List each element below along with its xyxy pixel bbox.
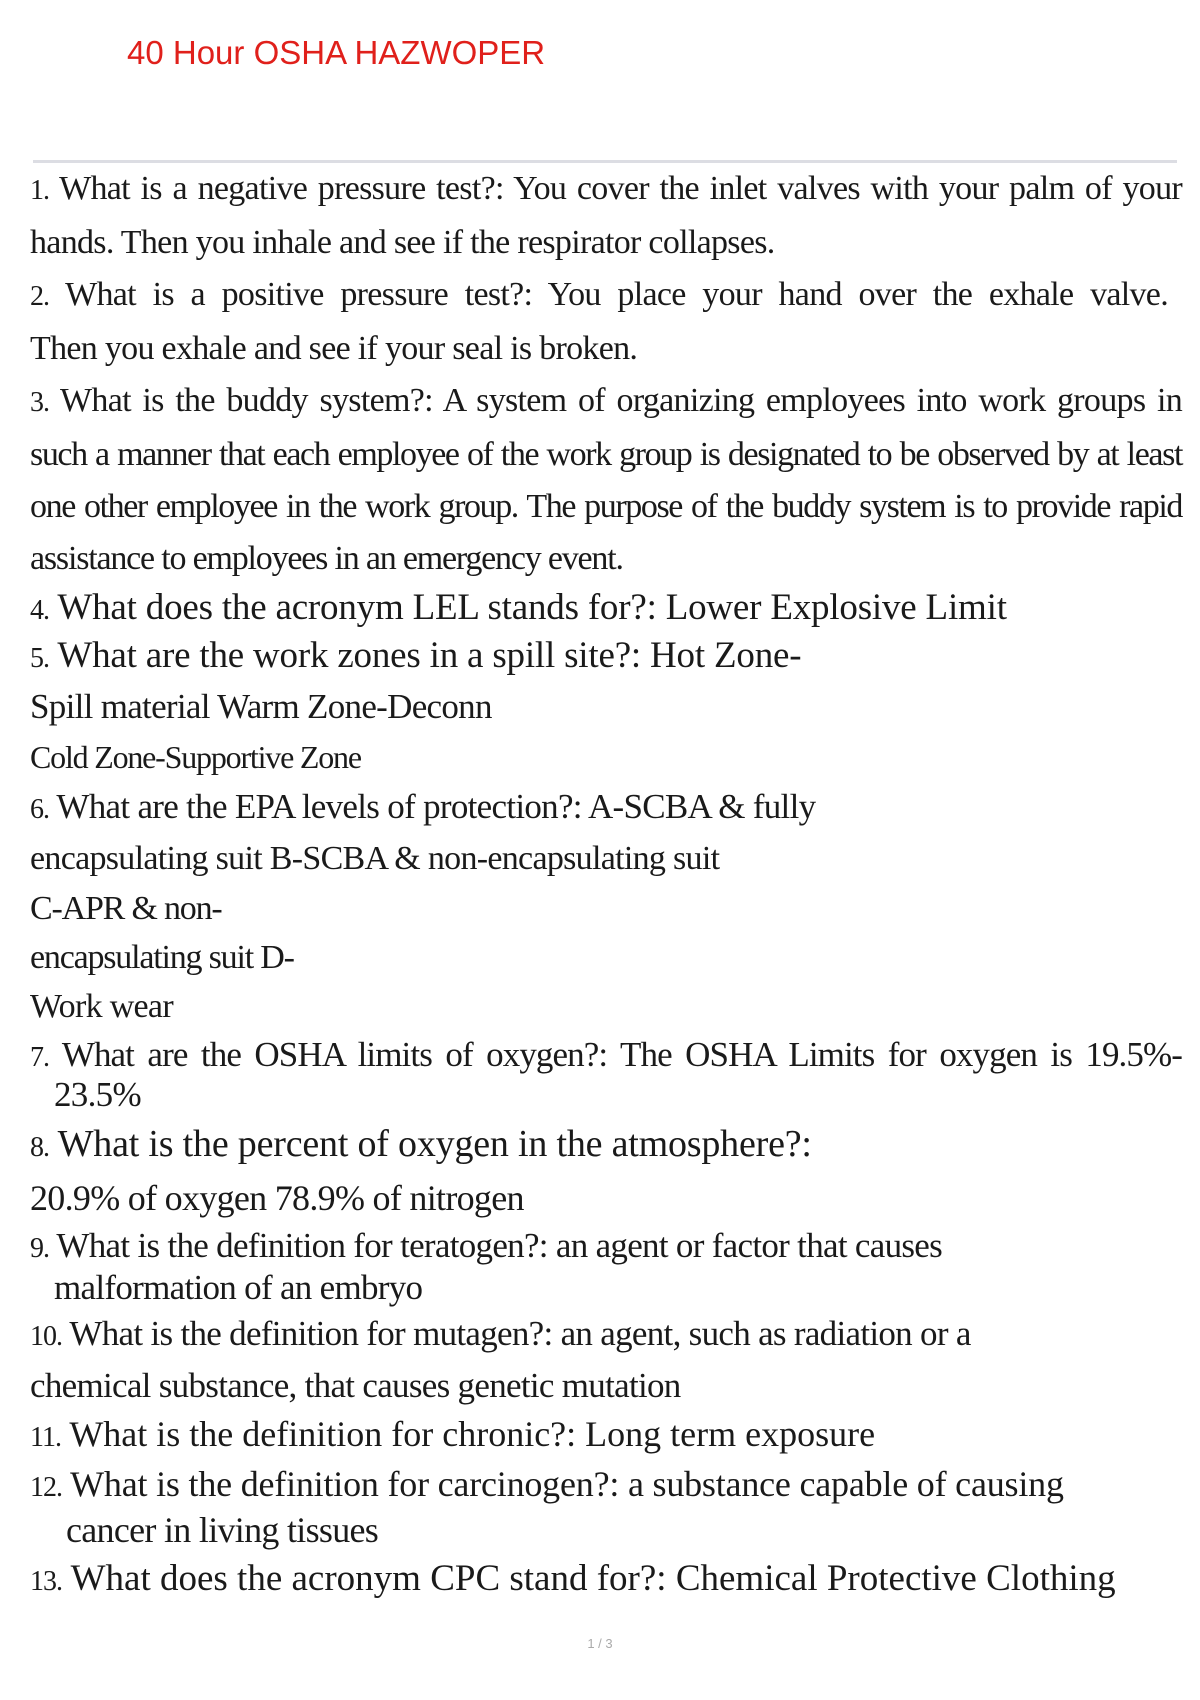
list-item xyxy=(30,634,1182,681)
item-number: 6. xyxy=(30,794,49,825)
list-item xyxy=(30,1268,1182,1307)
item-text: What are the EPA levels of protection?: A-SCBA & fully xyxy=(56,787,816,826)
item-number: 3. xyxy=(30,387,49,418)
list-item xyxy=(30,1176,1182,1220)
list-item xyxy=(30,163,1182,217)
item-number: 4. xyxy=(30,595,49,626)
list-item xyxy=(30,533,1182,585)
list-item xyxy=(30,681,1182,733)
item-text: What is the definition for carcinogen?: a substance capable of causing xyxy=(70,1464,1064,1504)
item-number: 9. xyxy=(30,1233,49,1264)
list-item xyxy=(30,1035,1182,1078)
item-text: such a manner that each employee of the work group is designated to be observed by at least xyxy=(30,436,1182,473)
list-item xyxy=(30,1410,1182,1462)
list-item xyxy=(30,884,1182,933)
list-item xyxy=(30,1116,1182,1176)
item-text: What are the work zones in a spill site?: Hot Zone- xyxy=(57,635,802,676)
list-item xyxy=(30,982,1182,1031)
list-item xyxy=(30,782,1182,834)
list-item xyxy=(30,1224,1182,1271)
item-text: What does the acronym LEL stands for?: Lower Explosive Limit xyxy=(57,587,1007,628)
item-text: Work wear xyxy=(30,988,173,1025)
item-number: 2. xyxy=(30,281,49,312)
list-item xyxy=(30,1309,1182,1362)
item-text: What is a negative pressure test?: You cover the inlet valves with your palm of your xyxy=(59,170,1183,207)
list-item xyxy=(30,217,1182,269)
item-text: one other employee in the work group. The purpose of the buddy system is to provide rapid xyxy=(30,488,1182,525)
item-text: What is the percent of oxygen in the atmosphere?: xyxy=(57,1123,812,1165)
item-number: 7. xyxy=(30,1042,49,1073)
item-text: What is the definition for chronic?: Long term exposure xyxy=(69,1414,876,1454)
list-item xyxy=(30,1362,1182,1410)
list-item xyxy=(30,375,1182,429)
item-text: hands. Then you inhale and see if the respirator collapses. xyxy=(30,224,775,261)
list-item xyxy=(30,323,1182,375)
list-item xyxy=(30,585,1182,634)
item-number: 11. xyxy=(30,1422,61,1453)
item-text: encapsulating suit B-SCBA & non-encapsulating suit xyxy=(30,840,720,877)
list-item xyxy=(30,481,1182,533)
list-item xyxy=(30,1510,1182,1550)
item-text: assistance to employees in an emergency event. xyxy=(30,540,623,577)
item-text: What does the acronym CPC stand for?: Chemical Protective Clothing xyxy=(70,1558,1116,1599)
item-text: What is a positive pressure test?: You place your hand over the exhale valve. xyxy=(65,276,1168,313)
item-text: Then you exhale and see if your seal is broken. xyxy=(30,330,638,367)
item-text: 23.5% xyxy=(54,1075,141,1114)
list-item xyxy=(30,733,1182,782)
list-item xyxy=(30,1550,1182,1611)
list-item xyxy=(30,429,1182,481)
list-item xyxy=(30,834,1182,884)
item-text: chemical substance, that causes genetic mutation xyxy=(30,1366,681,1405)
item-text: malformation of an embryo xyxy=(54,1268,423,1307)
item-text: What are the OSHA limits of oxygen?: The OSHA Limits for oxygen is 19.5%- xyxy=(61,1035,1183,1074)
item-text: C-APR & non- xyxy=(30,890,222,927)
list-item xyxy=(30,1075,1182,1114)
list-item xyxy=(30,933,1182,982)
page-number: 1 / 3 xyxy=(587,1636,613,1651)
item-text: Cold Zone-Supportive Zone xyxy=(30,739,361,775)
item-number: 8. xyxy=(30,1132,49,1163)
item-text: What is the definition for teratogen?: an agent or factor that causes xyxy=(56,1226,943,1265)
list-item xyxy=(30,1462,1182,1510)
item-number: 5. xyxy=(30,643,49,674)
item-number: 10. xyxy=(30,1321,62,1352)
item-number: 1. xyxy=(30,175,49,206)
list-item xyxy=(30,269,1182,323)
item-number: 13. xyxy=(30,1566,62,1597)
item-text: Spill material Warm Zone-Deconn xyxy=(30,687,492,726)
item-text: 20.9% of oxygen 78.9% of nitrogen xyxy=(30,1178,524,1218)
item-text: encapsulating suit D- xyxy=(30,939,294,976)
item-text: cancer in living tissues xyxy=(66,1510,379,1550)
qa-list xyxy=(30,163,1182,1611)
item-text: What is the definition for mutagen?: an agent, such as radiation or a xyxy=(69,1314,971,1353)
item-text: What is the buddy system?: A system of organizing employees into work groups in xyxy=(60,382,1183,419)
item-number: 12. xyxy=(30,1472,62,1503)
document-title: 40 Hour OSHA HAZWOPER xyxy=(127,34,546,71)
